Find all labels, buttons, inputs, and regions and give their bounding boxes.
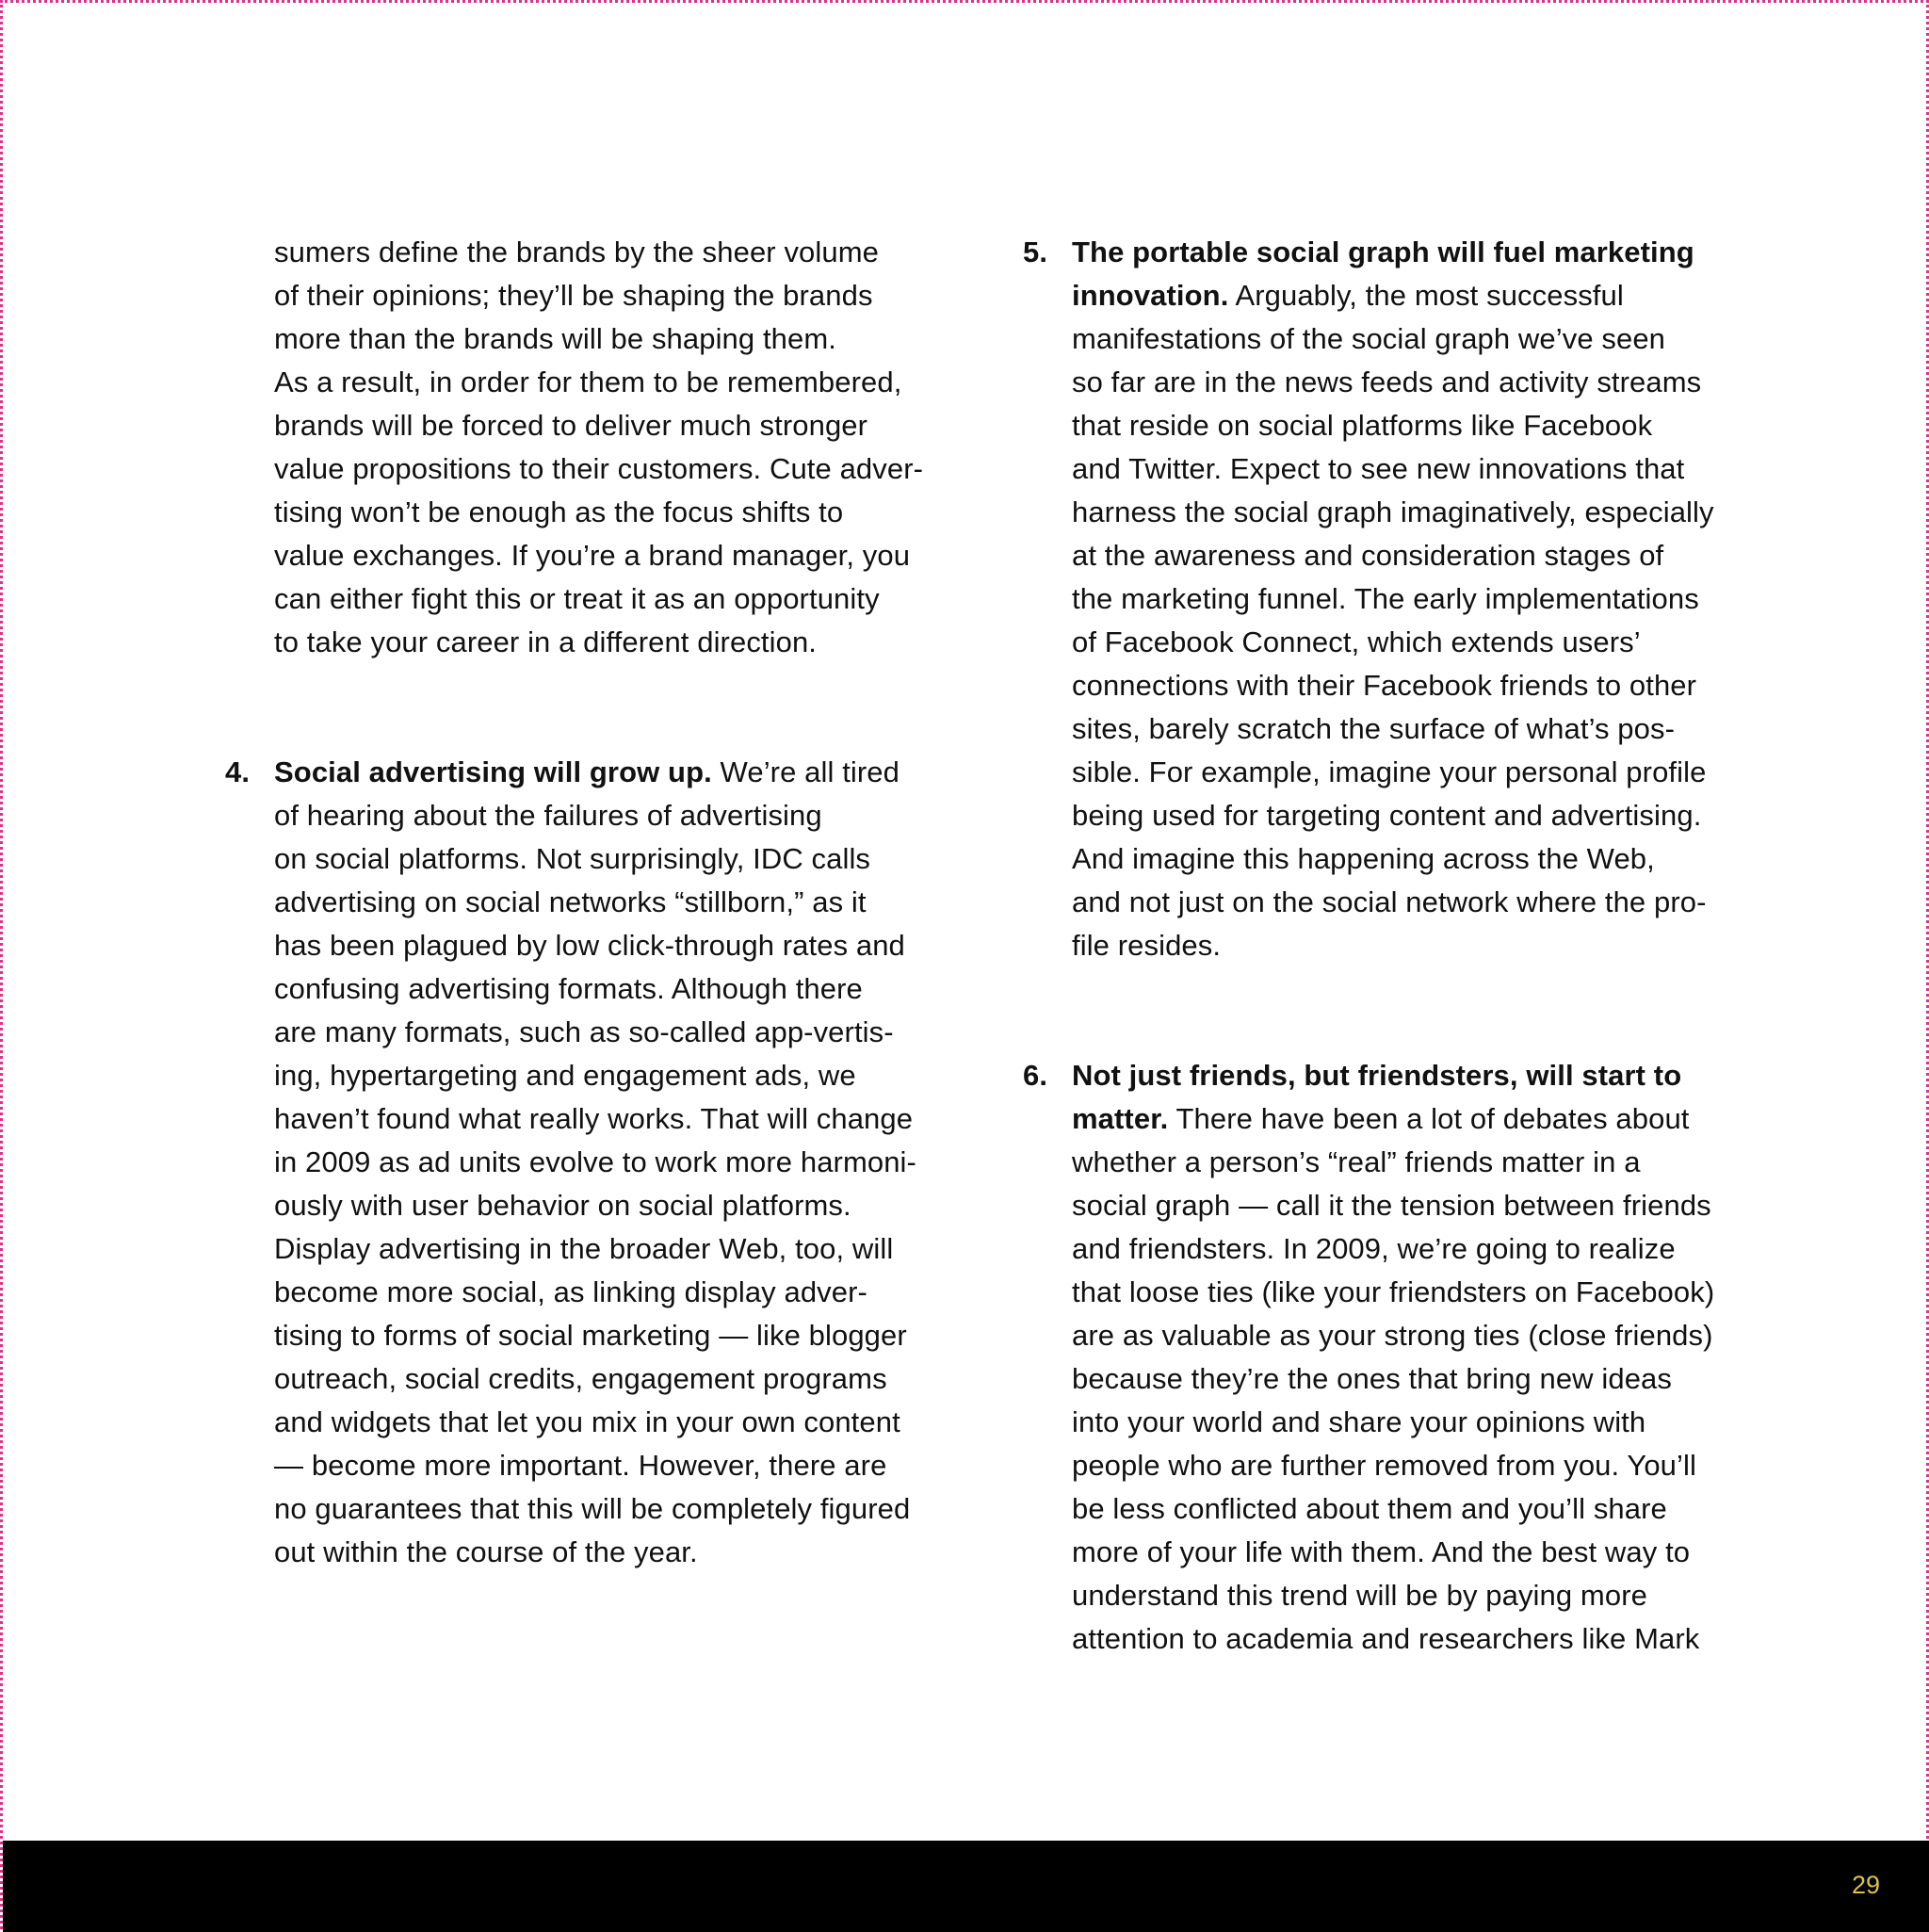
- item-number: 5.: [1023, 235, 1048, 268]
- paragraph-gap: [274, 664, 971, 751]
- text-line: connections with their Facebook friends to other: [1072, 669, 1697, 702]
- text-line: and friendsters. In 2009, we’re going to realize: [1072, 1232, 1676, 1265]
- text-line: and widgets that let you mix in your own content: [274, 1405, 900, 1438]
- text-line: more than the brands will be shaping them.: [274, 322, 836, 355]
- footer-bar: [3, 1841, 1929, 1932]
- text-line: And imagine this happening across the Web,: [1072, 842, 1655, 875]
- text-line: outreach, social credits, engagement programs: [274, 1362, 887, 1395]
- text-line: in 2009 as ad units evolve to work more harmoni-: [274, 1145, 916, 1178]
- text-line: on social platforms. Not surprisingly, IDC calls: [274, 842, 871, 875]
- list-item-4: [225, 751, 971, 1574]
- text-line: understand this trend will be by paying more: [1072, 1579, 1647, 1612]
- text-line: of Facebook Connect, which extends users’: [1072, 625, 1641, 658]
- text-line: more of your life with them. And the best way to: [1072, 1535, 1691, 1568]
- text-line: become more social, as linking display adver-: [274, 1275, 867, 1308]
- text-line: whether a person’s “real” friends matter in a: [1072, 1145, 1641, 1178]
- text-line: attention to academia and researchers like Mark: [1072, 1622, 1700, 1655]
- text-line: file resides.: [1072, 929, 1222, 962]
- text-line: that reside on social platforms like Facebook: [1072, 409, 1653, 442]
- text-line: As a result, in order for them to be remembered,: [274, 365, 902, 398]
- intro-paragraph: [274, 231, 971, 664]
- text-line: of hearing about the failures of advertising: [274, 799, 822, 832]
- text-line: [274, 751, 971, 794]
- text-line: social graph — call it the tension between friends: [1072, 1189, 1711, 1222]
- text-line: into your world and share your opinions with: [1072, 1405, 1646, 1438]
- item-heading: Not just friends, but friendsters, will start to: [1072, 1059, 1682, 1092]
- text-run: Arguably, the most successful: [1228, 279, 1624, 312]
- text-line: ously with user behavior on social platforms.: [274, 1189, 851, 1222]
- text-line: that loose ties (like your friendsters on Facebook): [1072, 1275, 1715, 1308]
- text-line: value propositions to their customers. Cute adver-: [274, 452, 924, 485]
- text-line: because they’re the ones that bring new ideas: [1072, 1362, 1672, 1395]
- text-line: value exchanges. If you’re a brand manager, you: [274, 539, 911, 572]
- list-item-6: [1023, 1054, 1788, 1661]
- item-heading: innovation.: [1072, 279, 1229, 312]
- paragraph-gap: [1072, 967, 1788, 1054]
- text-line: to take your career in a different direction.: [274, 625, 818, 658]
- text-line: the marketing funnel. The early implementations: [1072, 582, 1699, 615]
- text-line: tising to forms of social marketing — like blogger: [274, 1319, 907, 1352]
- text-run: There have been a lot of debates about: [1168, 1102, 1690, 1135]
- text-line: [1072, 1097, 1788, 1141]
- text-line: at the awareness and consideration stages of: [1072, 539, 1664, 572]
- text-line: of their opinions; they’ll be shaping the brands: [274, 279, 873, 312]
- item-heading: Social advertising will grow up.: [274, 755, 712, 788]
- text-line: are as valuable as your strong ties (close friends): [1072, 1319, 1713, 1352]
- text-line: be less conflicted about them and you’ll share: [1072, 1492, 1667, 1525]
- page-number: 29: [1851, 1871, 1880, 1899]
- text-line: brands will be forced to deliver much stronger: [274, 409, 868, 442]
- text-line: out within the course of the year.: [274, 1535, 698, 1568]
- item-heading: matter.: [1072, 1102, 1169, 1135]
- text-line: advertising on social networks “stillborn,” as it: [274, 885, 867, 918]
- item-heading: The portable social graph will fuel marketing: [1072, 235, 1694, 268]
- text-line: haven’t found what really works. That will change: [274, 1102, 914, 1135]
- text-run: We’re all tired: [711, 755, 900, 788]
- item-number: 4.: [225, 755, 251, 788]
- text-line: sumers define the brands by the sheer volume: [274, 235, 879, 268]
- text-line: can either fight this or treat it as an opportunity: [274, 582, 880, 615]
- text-line: [1072, 274, 1788, 317]
- text-line: tising won’t be enough as the focus shifts to: [274, 495, 844, 528]
- text-line: people who are further removed from you. You’ll: [1072, 1449, 1696, 1482]
- text-line: confusing advertising formats. Although there: [274, 972, 863, 1005]
- text-line: are many formats, such as so-called app-vertis-: [274, 1015, 894, 1048]
- text-line: — become more important. However, there are: [274, 1449, 887, 1482]
- text-line: so far are in the news feeds and activity streams: [1072, 365, 1702, 398]
- left-column: [225, 231, 971, 1574]
- text-line: sites, barely scratch the surface of what’s pos-: [1072, 712, 1676, 745]
- text-line: has been plagued by low click-through rates and: [274, 929, 905, 962]
- text-line: manifestations of the social graph we’ve seen: [1072, 322, 1666, 355]
- text-line: harness the social graph imaginatively, especially: [1072, 495, 1714, 528]
- text-line: and Twitter. Expect to see new innovations that: [1072, 452, 1685, 485]
- text-line: Display advertising in the broader Web, too, will: [274, 1232, 894, 1265]
- list-item-5: [1023, 231, 1788, 967]
- item-number: 6.: [1023, 1059, 1048, 1092]
- text-line: and not just on the social network where the pro-: [1072, 885, 1707, 918]
- text-line: ing, hypertargeting and engagement ads, we: [274, 1059, 856, 1092]
- text-line: sible. For example, imagine your personal profile: [1072, 755, 1707, 788]
- text-line: no guarantees that this will be completely figured: [274, 1492, 911, 1525]
- text-line: being used for targeting content and advertising.: [1072, 799, 1702, 832]
- right-column: [1023, 231, 1788, 1661]
